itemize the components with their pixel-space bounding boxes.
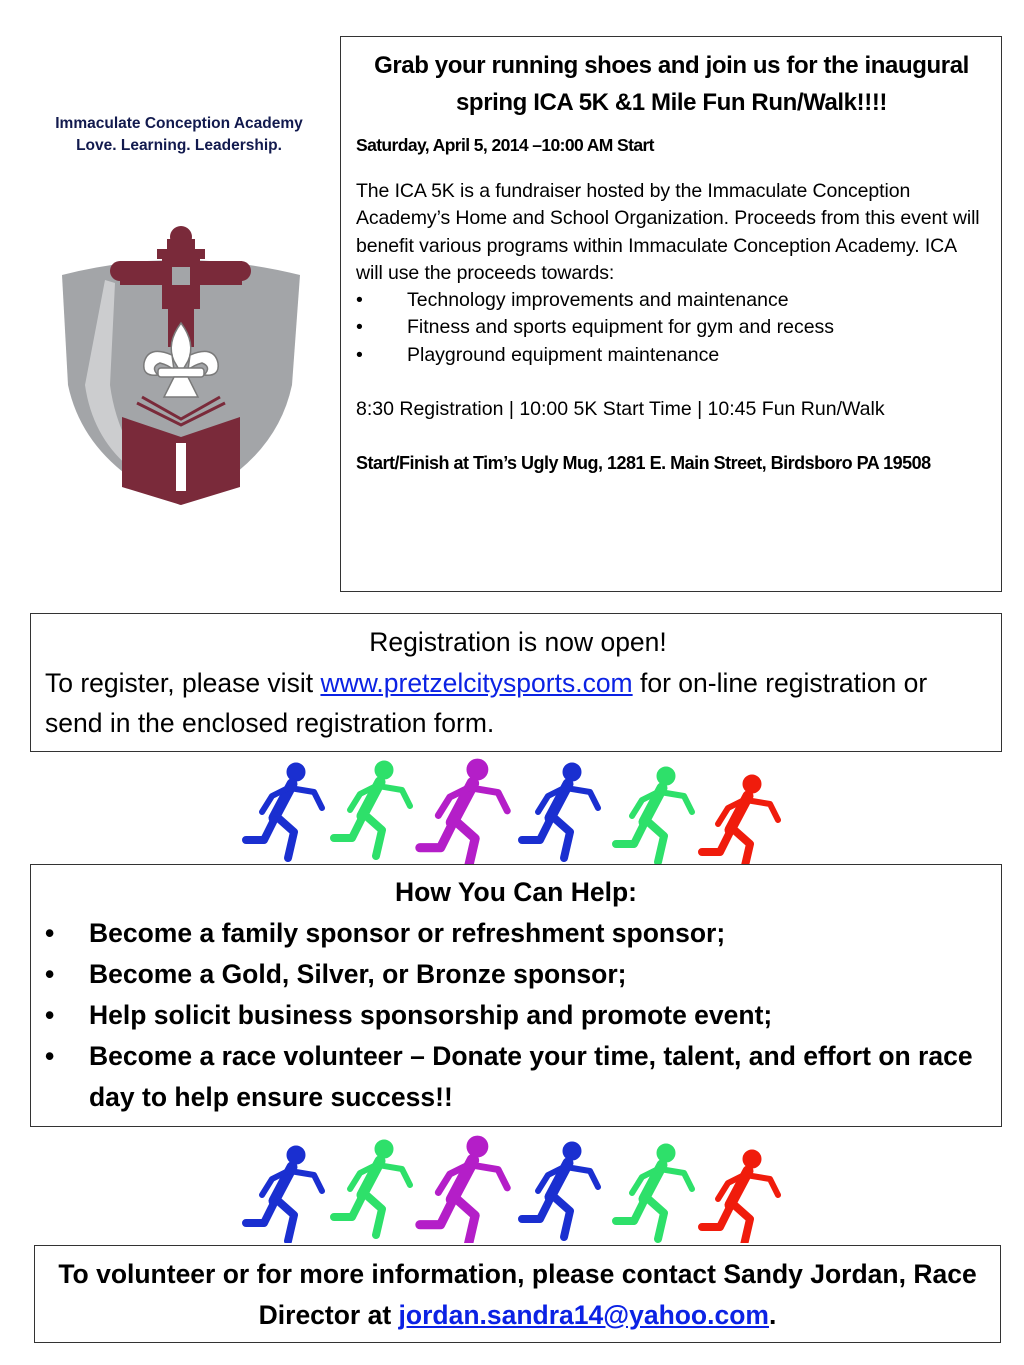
list-item [356, 287, 987, 314]
contact-text-body: To volunteer or for more information, please contact Sandy Jordan, Race Director at [58, 1259, 977, 1330]
help-box [30, 864, 1002, 1127]
bullet-icon: • [45, 959, 55, 989]
registration-text [45, 663, 991, 744]
list-item-text: Become a Gold, Silver, or Bronze sponsor; [89, 959, 627, 989]
list-item [45, 913, 987, 954]
list-item-text: Become a race volunteer – Donate your time, talent, and effort on race day to help ensure success!! [89, 1041, 973, 1112]
help-title: How You Can Help: [395, 877, 637, 907]
list-item-text: Become a family sponsor or refreshment sponsor; [89, 918, 726, 948]
runner-icon [616, 767, 692, 862]
runner-icon [246, 763, 322, 858]
runners-illustration [236, 1133, 796, 1243]
list-item [356, 342, 987, 369]
contact-email-link[interactable]: jordan.sandra14@yahoo.com [398, 1299, 769, 1330]
runner-icon [616, 1144, 692, 1239]
list-item-text: Technology improvements and maintenance [407, 289, 789, 312]
proceeds-list [356, 287, 987, 369]
list-item-text: Playground equipment maintenance [407, 343, 720, 366]
runner-icon [702, 1150, 778, 1243]
runner-icon [522, 1142, 598, 1237]
contact-box [34, 1245, 1001, 1343]
bullet-icon: • [45, 918, 55, 948]
help-list [45, 913, 987, 1118]
runner-icon [420, 759, 507, 866]
bullet-icon: • [356, 289, 363, 312]
runner-icon [246, 1146, 322, 1241]
registration-box [30, 613, 1002, 752]
runner-icon [420, 1136, 507, 1243]
school-name: Immaculate Conception Academy [55, 115, 303, 132]
list-item-text: Fitness and sports equipment for gym and recess [407, 316, 835, 339]
bullet-icon: • [356, 343, 363, 366]
school-header [18, 113, 340, 157]
registration-title: Registration is now open! [369, 627, 667, 657]
runners-illustration [236, 756, 796, 866]
contact-text [45, 1254, 990, 1335]
event-date: Saturday, April 5, 2014 –10:00 AM Start [356, 135, 654, 155]
runner-icon [702, 775, 778, 866]
bullet-icon: • [356, 316, 363, 339]
event-schedule: 8:30 Registration | 10:00 5K Start Time | 10:45 Fun Run/Walk [356, 398, 885, 421]
event-info-box [340, 36, 1002, 592]
list-item [45, 995, 987, 1036]
runner-icon [334, 761, 410, 856]
list-item [45, 954, 987, 995]
event-description: The ICA 5K is a fundraiser hosted by the Immaculate Conception Academy’s Home and School Organization. Proceeds from this event will benefit various programs within Immaculate Conception Academy. ICA will use the proceeds towards: [356, 180, 980, 284]
runner-icon [334, 1140, 410, 1235]
list-item [45, 1036, 987, 1118]
school-crest-icon [40, 225, 325, 505]
event-location: Start/Finish at Tim’s Ugly Mug, 1281 E. Main Street, Birdsboro PA 19508 [356, 453, 931, 474]
event-headline: Grab your running shoes and join us for the inaugural spring ICA 5K &1 Mile Fun Run/Walk!!!! [374, 52, 969, 116]
bullet-icon: • [45, 1041, 55, 1071]
runner-icon [522, 763, 598, 858]
registration-text-after: for on-line registration or send in the enclosed registration form. [45, 667, 928, 738]
school-motto: Love. Learning. Leadership. [76, 137, 282, 154]
registration-text-before: To register, please visit [45, 667, 321, 698]
registration-link[interactable]: www.pretzelcitysports.com [320, 667, 633, 698]
list-item-text: Help solicit business sponsorship and promote event; [89, 1000, 773, 1030]
contact-text-suffix: . [768, 1299, 777, 1330]
bullet-icon: • [45, 1000, 55, 1030]
list-item [356, 314, 987, 341]
